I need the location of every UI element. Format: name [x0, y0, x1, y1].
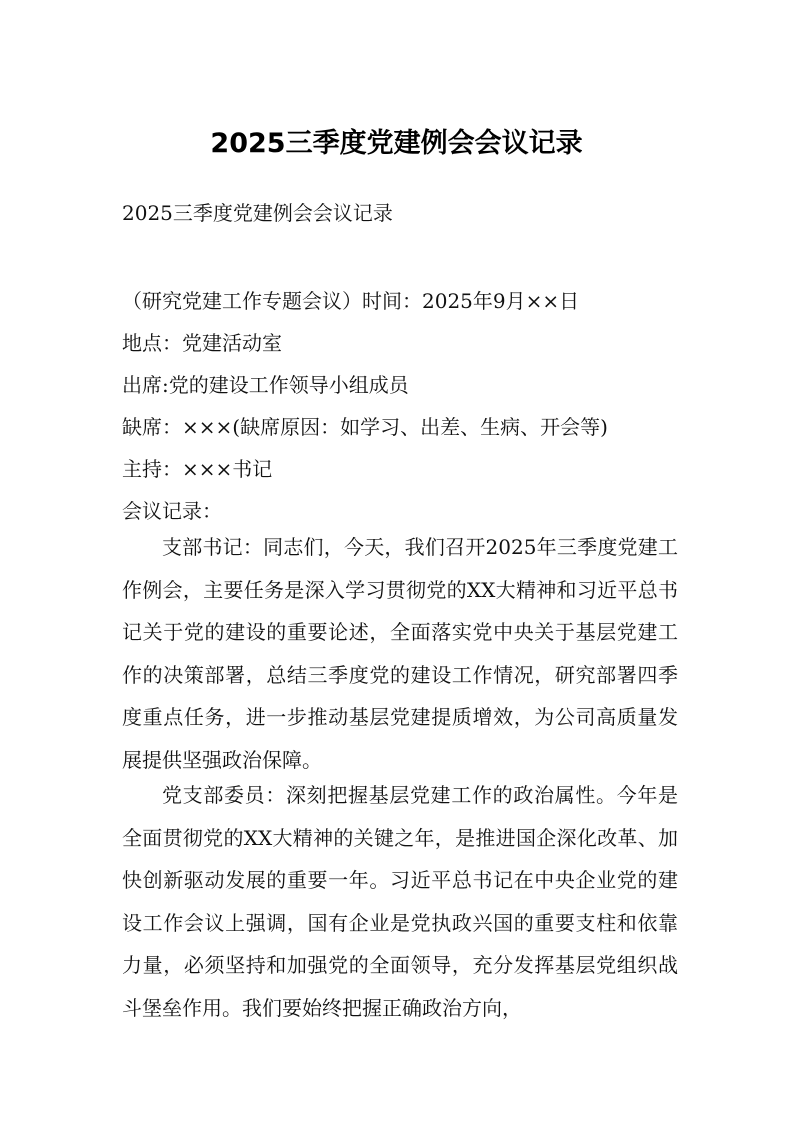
meeting-absent-line: 缺席：×××(缺席原因：如学习、出差、生病、开会等)	[122, 415, 608, 439]
meeting-attendees-line: 出席:党的建设工作领导小组成员	[122, 373, 409, 397]
minutes-label: 会议记录：	[122, 499, 222, 523]
meeting-time-line: （研究党建工作专题会议）时间：2025年9月××日	[122, 289, 580, 313]
meeting-location-line: 地点：党建活动室	[122, 331, 282, 355]
paragraph-branch-secretary: 支部书记：同志们，今天，我们召开2025年三季度党建工作例会，主要任务是深入学习贯彻党的XX大精神和习近平总书记关于党的建设的重要论述，全面落实党中央关于基层党建工作的决策部署，总结三季度党的建设工作情况，研究部署四季度重点任务，进一步推动基层党建提质增效，为公司高质量发展提供坚强政治保障。	[122, 535, 678, 772]
document-subtitle: 2025三季度党建例会会议记录	[122, 201, 393, 225]
meeting-host-line: 主持：×××书记	[122, 457, 273, 481]
paragraph-committee-member: 党支部委员：深刻把握基层党建工作的政治属性。今年是全面贯彻党的XX大精神的关键之年，是推进国企深化改革、加快创新驱动发展的重要一年。习近平总书记在中央企业党的建设工作会议上强调，国有企业是党执政兴国的重要支柱和依靠力量，必须坚持和加强党的全面领导，充分发挥基层党组织战斗堡垒作用。我们要始终把握正确政治方向，	[122, 783, 678, 1020]
meeting-info	[122, 280, 678, 532]
document-title: 2025三季度党建例会会议记录	[210, 128, 583, 159]
